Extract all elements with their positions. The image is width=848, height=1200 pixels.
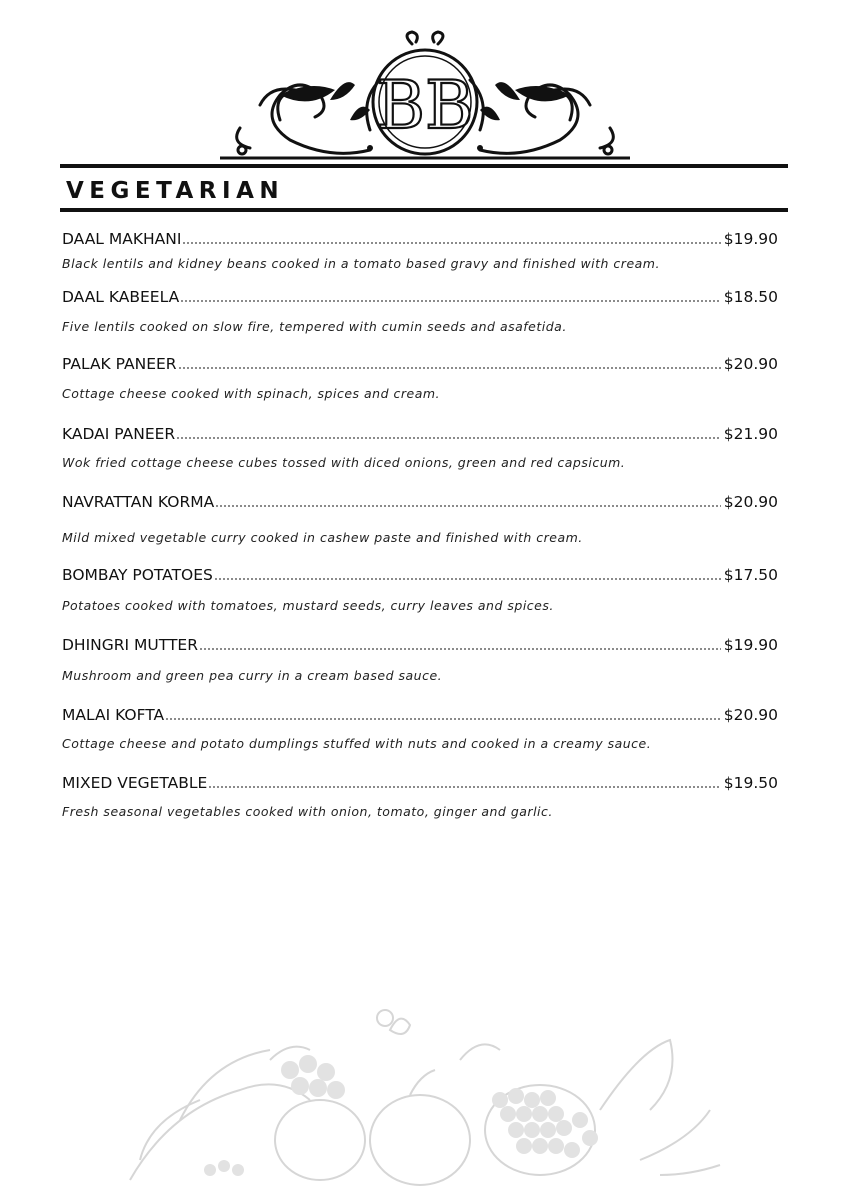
item-description: Cottage cheese and potato dumplings stuffed with nuts and cooked in a creamy sauce. (62, 736, 652, 751)
item-price: $19.90 (723, 636, 778, 654)
dot-leader (178, 367, 721, 369)
item-description: Five lentils cooked on slow fire, tempered with cumin seeds and asafetida. (62, 319, 567, 334)
dot-leader (165, 718, 721, 720)
item-price: $19.50 (723, 774, 778, 792)
section-title: VEGETARIAN (66, 178, 285, 204)
dot-leader (214, 578, 721, 580)
item-description: Fresh seasonal vegetables cooked with onion, tomato, ginger and garlic. (62, 804, 553, 819)
menu-item-kadai-paneer (62, 425, 778, 470)
item-price: $18.50 (723, 288, 778, 306)
item-description: Mild mixed vegetable curry cooked in cashew paste and finished with cream. (62, 530, 583, 545)
item-price: $17.50 (723, 566, 778, 584)
dot-leader (180, 300, 721, 302)
ornamental-monogram-logo (220, 30, 630, 162)
menu-item-palak-paneer (62, 355, 778, 401)
section-divider-top (60, 164, 788, 168)
item-name: DAAL MAKHANI (62, 230, 182, 248)
menu-item-malai-kofta (62, 706, 778, 751)
dot-leader (208, 786, 720, 788)
item-name: NAVRATTAN KORMA (62, 493, 215, 511)
item-name: BOMBAY POTATOES (62, 566, 213, 584)
item-name: DAAL KABEELA (62, 288, 180, 306)
menu-item-daal-kabeela (62, 288, 778, 334)
item-description: Mushroom and green pea curry in a cream based sauce. (62, 668, 443, 683)
item-description: Potatoes cooked with tomatoes, mustard seeds, curry leaves and spices. (62, 598, 554, 613)
menu-item-mixed-vegetable (62, 774, 778, 819)
menu-item-navrattan-korma (62, 493, 778, 545)
item-name: MIXED VEGETABLE (62, 774, 208, 792)
section-divider-bottom (60, 208, 788, 212)
item-name: PALAK PANEER (62, 355, 177, 373)
dot-leader (182, 242, 720, 244)
menu-item-bombay-potatoes (62, 566, 778, 613)
item-price: $20.90 (723, 355, 778, 373)
item-description: Wok fried cottage cheese cubes tossed with diced onions, green and red capsicum. (62, 455, 626, 470)
monogram-text: BB (376, 67, 474, 144)
vegetable-basket-illustration-icon (120, 1000, 740, 1190)
item-name: DHINGRI MUTTER (62, 636, 198, 654)
dot-leader (176, 437, 721, 439)
item-price: $21.90 (723, 425, 778, 443)
item-name: KADAI PANEER (62, 425, 176, 443)
item-description: Black lentils and kidney beans cooked in a tomato based gravy and finished with cream. (62, 256, 660, 271)
dot-leader (199, 648, 721, 650)
menu-item-dhingri-mutter (62, 636, 778, 683)
item-price: $20.90 (723, 706, 778, 724)
menu-item-daal-makhani (62, 230, 778, 271)
item-description: Cottage cheese cooked with spinach, spices and cream. (62, 386, 441, 401)
item-price: $19.90 (723, 230, 778, 248)
dot-leader (215, 505, 721, 507)
item-price: $20.90 (723, 493, 778, 511)
item-name: MALAI KOFTA (62, 706, 165, 724)
